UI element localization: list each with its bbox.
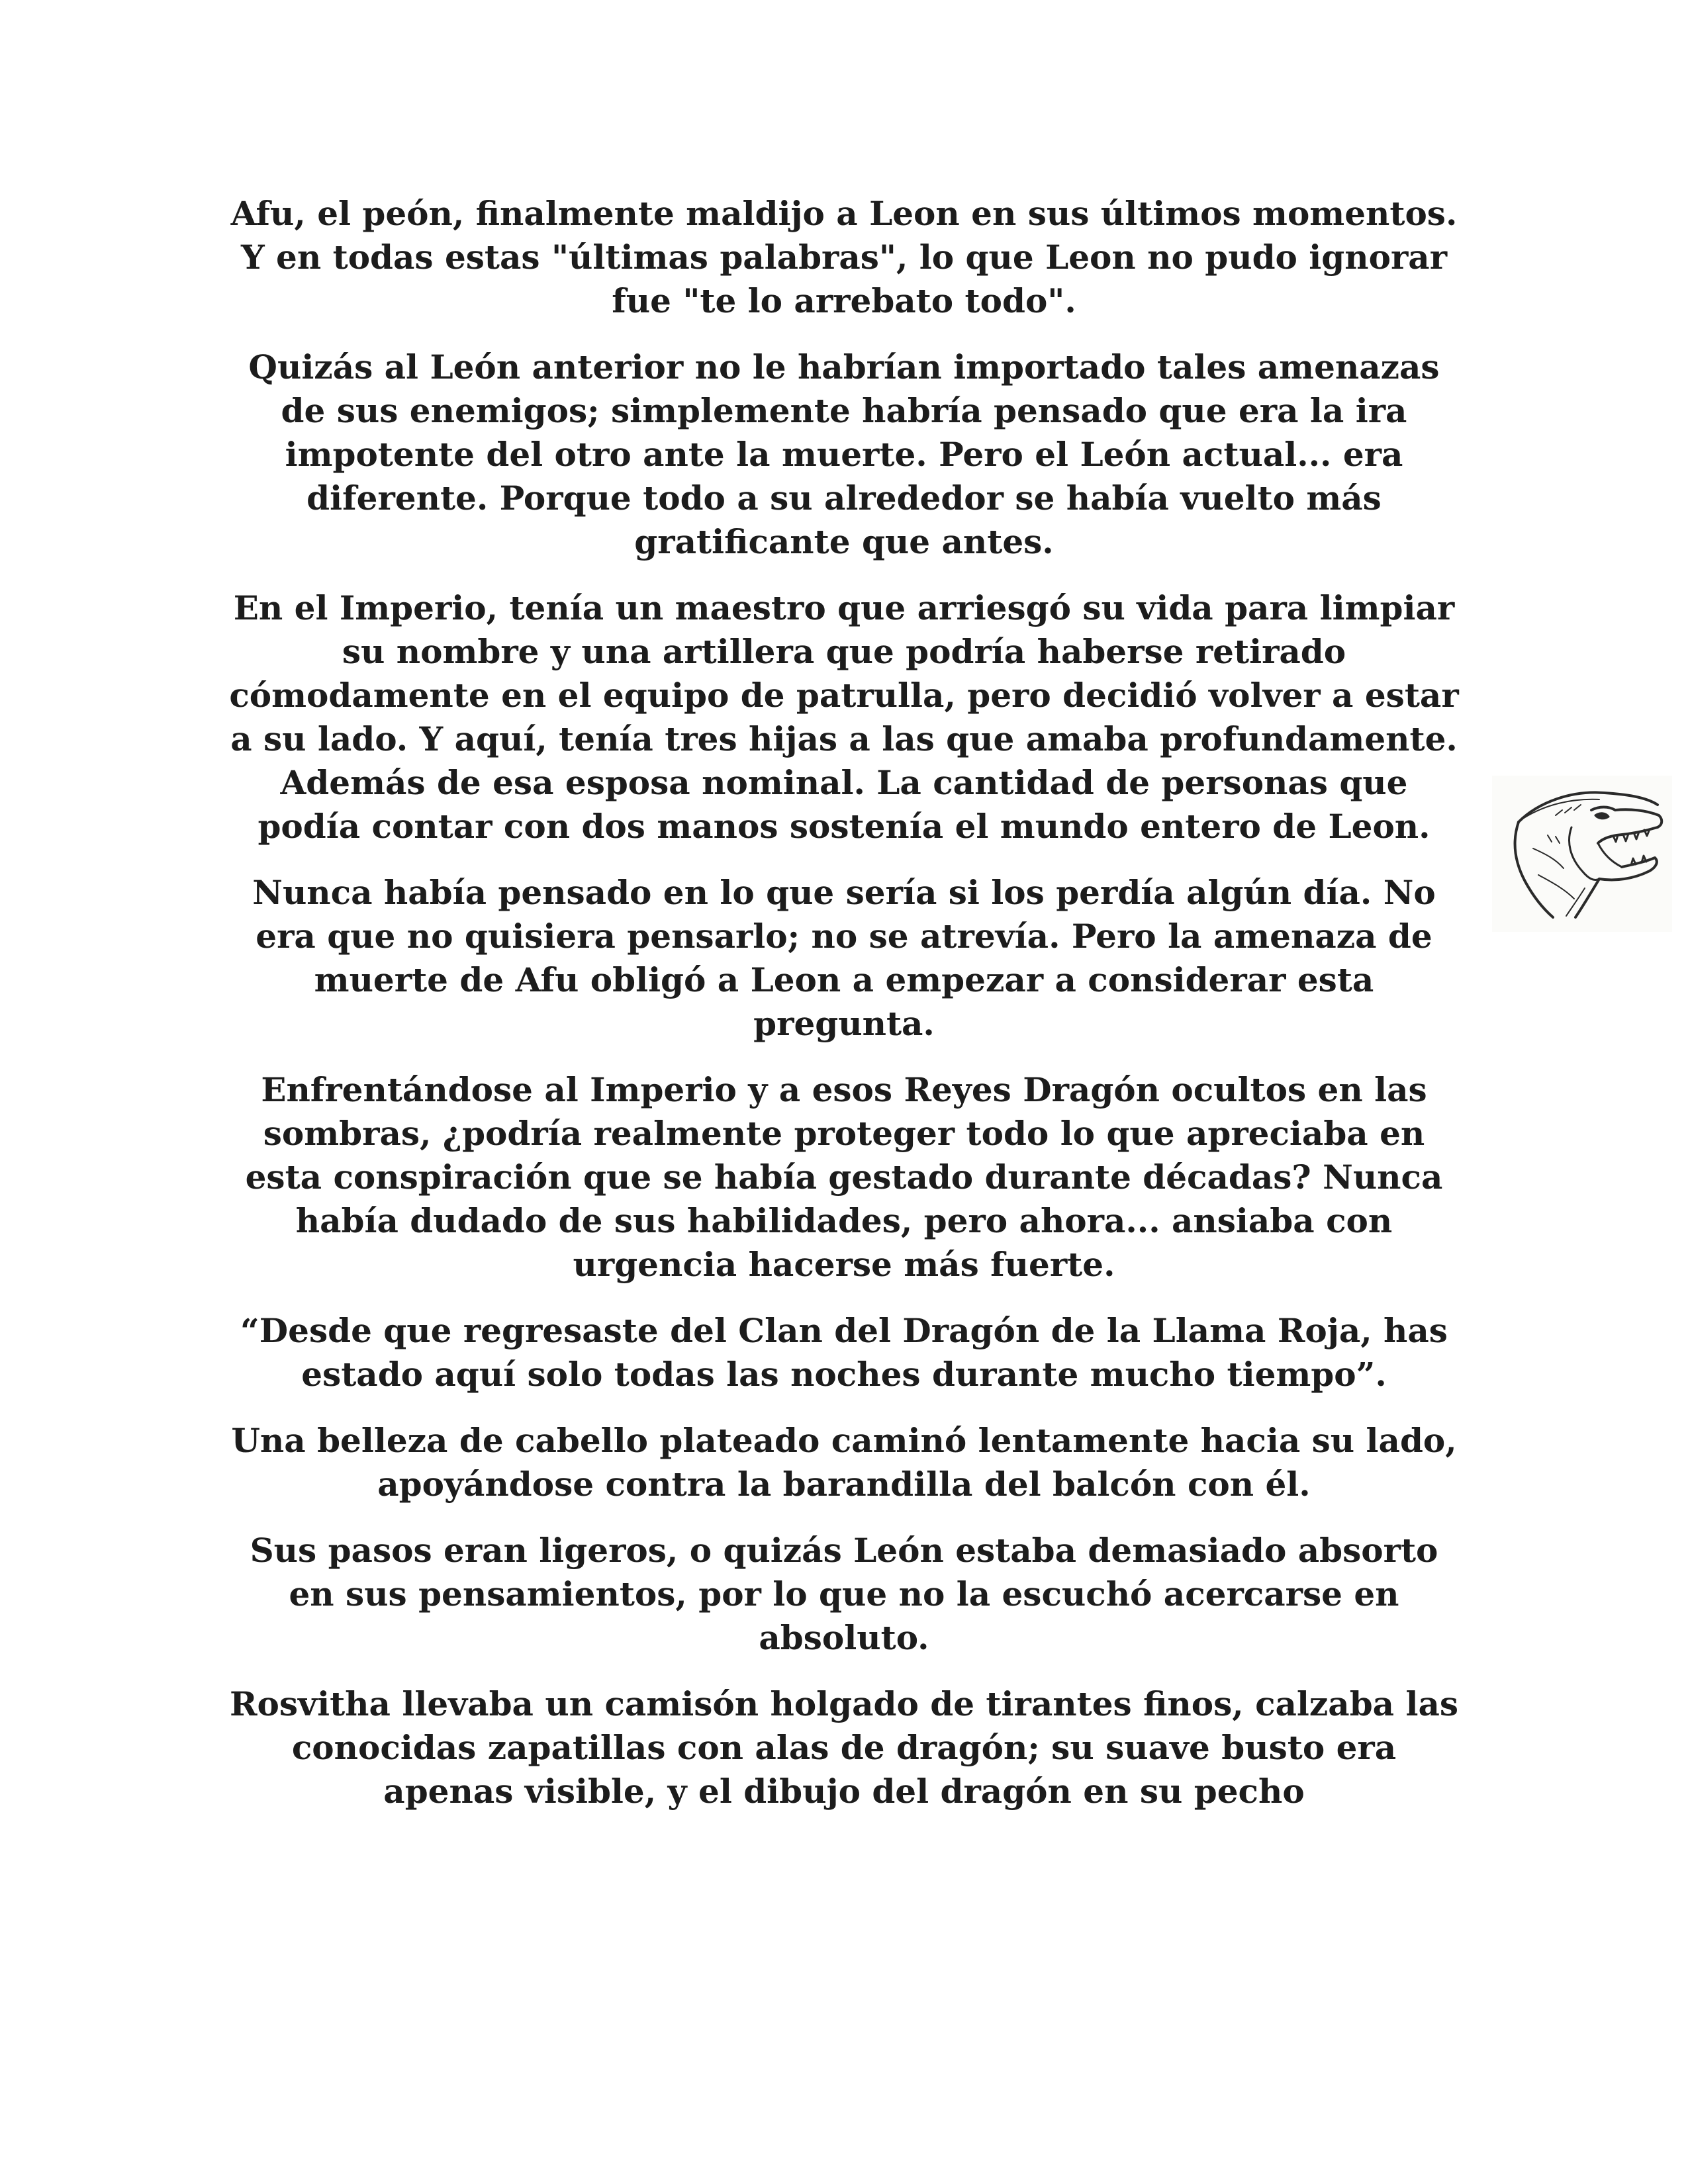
paragraph-9: Rosvitha llevaba un camisón holgado de tirantes finos, calzaba las conocidas zapatillas con alas de dragón; su suave busto era apenas visible, y el dibujo del dragón en su pecho (229, 1684, 1459, 1811)
paragraph-3: En el Imperio, tenía un maestro que arriesgó su vida para limpiar su nombre y una artillera que podría haberse retirado cómodamente en el equipo de patrulla, pero decidió volver a estar a su lado. Y aquí, tenía tres hijas a las que amaba profundamente. Además de esa esposa nominal. La cantidad de personas que podía contar con dos manos sostenía el mundo entero de Leon. (229, 588, 1459, 846)
body-text (225, 192, 1463, 1836)
paragraph-4: Nunca había pensado en lo que sería si los perdía algún día. No era que no quisiera pensarlo; no se atrevía. Pero la amenaza de muerte de Afu obligó a Leon a empezar a considerar esta pregunta. (252, 873, 1436, 1043)
paragraph-2: Quizás al León anterior no le habrían importado tales amenazas de sus enemigos; simplemente habría pensado que era la ira impotente del otro ante la muerte. Pero el León actual... era diferente. Porque todo a su alrededor se había vuelto más gratificante que antes. (248, 347, 1440, 561)
paragraph-5: Enfrentándose al Imperio y a esos Reyes Dragón ocultos en las sombras, ¿podría realmente proteger todo lo que apreciaba en esta conspiración que se había gestado durante décadas? Nunca había dudado de sus habilidades, pero ahora... ansiaba con urgencia hacerse más fuerte. (245, 1070, 1443, 1284)
paragraph-7: Una belleza de cabello plateado caminó lentamente hacia su lado, apoyándose contra la barandilla del balcón con él. (231, 1421, 1457, 1504)
paragraph-6: “Desde que regresaste del Clan del Dragón de la Llama Roja, has estado aquí solo todas las noches durante mucho tiempo”. (240, 1311, 1448, 1394)
dinosaur-head-sketch-icon (1492, 776, 1672, 932)
paragraph-8: Sus pasos eran ligeros, o quizás León estaba demasiado absorto en sus pensamientos, por lo que no la escuchó acercarse en absoluto. (250, 1531, 1438, 1657)
paragraph-1: Afu, el peón, finalmente maldijo a Leon en sus últimos momentos. Y en todas estas "últimas palabras", lo que Leon no pudo ignorar fue "te lo arrebato todo". (230, 194, 1458, 320)
